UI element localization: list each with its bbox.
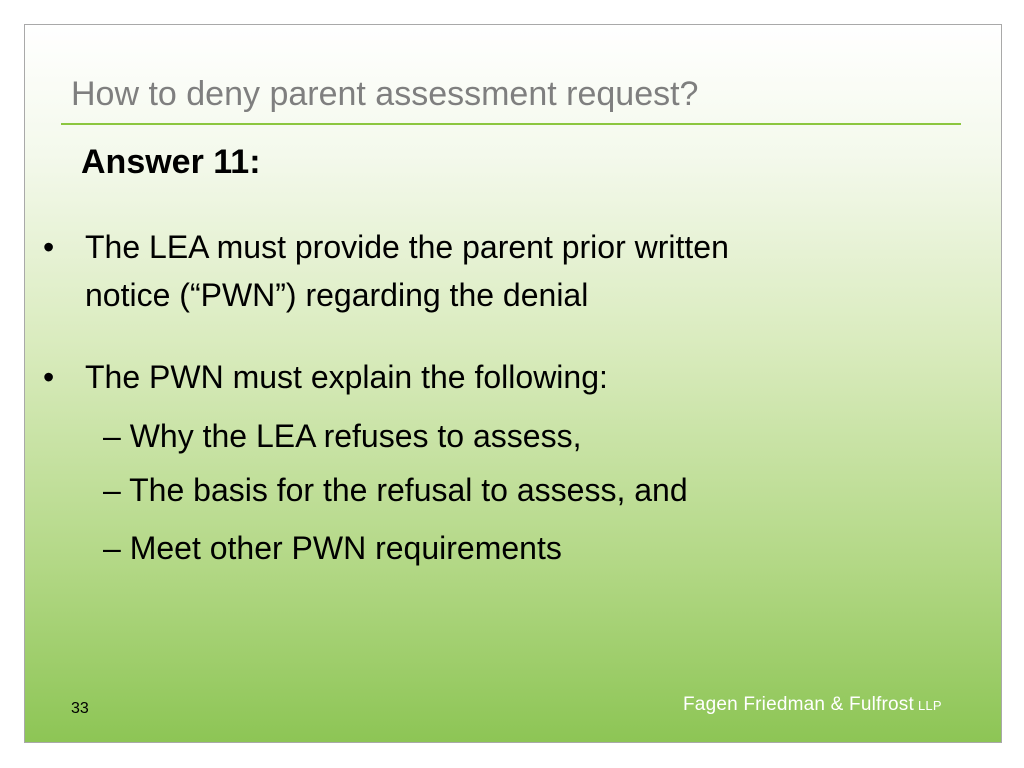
bullet-line: The PWN must explain the following: <box>85 359 608 395</box>
bullet-line: The LEA must provide the parent prior written <box>85 229 729 265</box>
firm-logo <box>683 695 942 714</box>
title-divider <box>61 123 961 125</box>
bullet-item <box>43 353 608 401</box>
sub-bullet-item: – The basis for the refusal to assess, and <box>103 472 688 508</box>
bullet-line: notice (“PWN”) regarding the denial <box>85 277 589 313</box>
slide <box>24 24 1002 743</box>
sub-bullet-item: – Meet other PWN requirements <box>103 530 562 566</box>
bullet-item <box>43 223 729 319</box>
firm-logo-name: Fagen Friedman & Fulfrost <box>683 694 914 715</box>
slide-title: How to deny parent assessment request? <box>71 75 699 113</box>
sub-bullet-item: – Why the LEA refuses to assess, <box>103 418 582 454</box>
answer-heading: Answer 11: <box>81 143 261 181</box>
bullet-marker: • <box>43 359 55 395</box>
page-number: 33 <box>71 700 89 717</box>
bullet-marker: • <box>43 229 55 265</box>
firm-logo-suffix: LLP <box>917 698 942 713</box>
